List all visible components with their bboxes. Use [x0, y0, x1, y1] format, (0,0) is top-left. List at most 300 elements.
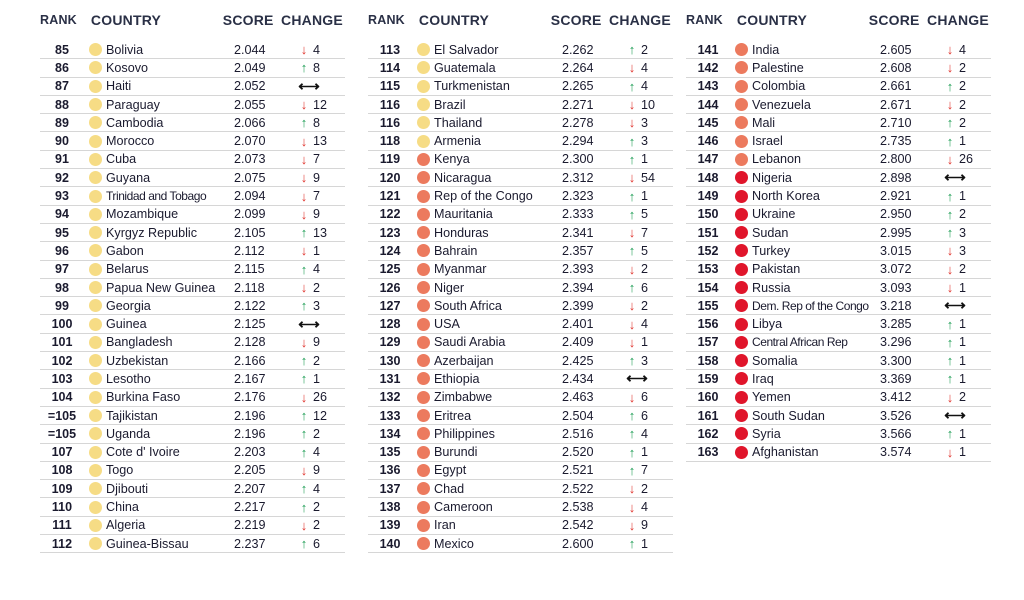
country-cell: Thailand: [434, 115, 483, 130]
country-cell: Guyana: [106, 170, 151, 185]
change-value: 54: [641, 170, 656, 185]
change-value: 2: [313, 518, 321, 533]
country-cell: Turkey: [752, 243, 791, 258]
rank-cell: 110: [51, 500, 73, 515]
peace-level-dot: [735, 372, 748, 385]
rank-cell: 161: [697, 408, 719, 423]
rank-cell: 132: [379, 390, 401, 405]
change-cell: [614, 537, 670, 551]
rank-cell: 152: [697, 243, 719, 258]
level-dot-cell: [412, 43, 434, 56]
country-cell: Sudan: [752, 225, 789, 240]
arrow-up-icon: ↑: [628, 206, 636, 222]
arrow-up-icon: ↑: [946, 133, 954, 149]
change-value: 13: [313, 225, 328, 240]
change-cell: [614, 390, 670, 404]
change-cell: [614, 482, 670, 496]
arrow-down-icon: ↓: [628, 225, 636, 241]
change-cell: [932, 79, 988, 93]
change-cell: [286, 207, 342, 221]
country-cell: Kyrgyz Republic: [106, 225, 197, 240]
change-cell: [286, 482, 342, 496]
change-value: 1: [959, 335, 967, 350]
change-value: 26: [959, 152, 974, 167]
arrow-up-icon: ↑: [628, 408, 636, 424]
change-cell: [614, 299, 670, 313]
peace-level-dot: [417, 354, 430, 367]
change-cell: [286, 244, 342, 258]
change-cell: [286, 537, 342, 551]
level-dot-cell: [412, 501, 434, 514]
change-cell: [614, 518, 670, 532]
arrow-up-icon: ↑: [946, 206, 954, 222]
change-cell: [932, 61, 988, 75]
score-cell: 2.105: [234, 225, 266, 240]
peace-level-dot: [735, 208, 748, 221]
rank-cell: 119: [379, 152, 401, 167]
level-dot-cell: [84, 318, 106, 331]
table-rows: [40, 41, 345, 553]
change-value: 2: [959, 262, 967, 277]
peace-level-dot: [417, 299, 430, 312]
level-dot-cell: [84, 244, 106, 257]
table-row: [40, 41, 345, 59]
table-row: [686, 352, 991, 370]
table-row: [368, 224, 673, 242]
rank-cell: 157: [697, 335, 719, 350]
score-cell: 3.412: [880, 390, 912, 405]
arrow-down-icon: ↓: [300, 133, 308, 149]
change-cell: [614, 281, 670, 295]
change-cell: [614, 79, 670, 93]
rank-header: RANK: [40, 13, 77, 27]
table-row: [686, 169, 991, 187]
peace-level-dot: [89, 135, 102, 148]
score-cell: 2.207: [234, 481, 266, 496]
level-dot-cell: [84, 61, 106, 74]
peace-level-dot: [417, 190, 430, 203]
change-value: 4: [641, 79, 649, 94]
level-dot-cell: [84, 519, 106, 532]
level-dot-cell: [730, 427, 752, 440]
arrow-up-icon: ↑: [628, 444, 636, 460]
arrow-up-icon: ↑: [300, 499, 308, 515]
country-cell: Mexico: [434, 536, 474, 551]
rank-cell: 162: [697, 426, 719, 441]
rank-cell: 94: [55, 207, 69, 222]
peace-level-dot: [417, 80, 430, 93]
peace-level-dot: [89, 80, 102, 93]
level-dot-cell: [730, 244, 752, 257]
rank-cell: 111: [52, 518, 72, 533]
level-dot-cell: [412, 281, 434, 294]
score-cell: 2.735: [880, 134, 912, 149]
table-row: [368, 517, 673, 535]
table-row: [40, 334, 345, 352]
country-cell: Algeria: [106, 518, 146, 533]
peace-level-dot: [89, 116, 102, 129]
peace-level-dot: [735, 427, 748, 440]
table-row: [40, 224, 345, 242]
table-row: [40, 279, 345, 297]
arrow-up-icon: ↑: [946, 353, 954, 369]
rank-cell: 154: [697, 280, 719, 295]
change-value: 9: [313, 207, 321, 222]
score-cell: 2.333: [562, 207, 594, 222]
score-cell: 2.112: [234, 243, 265, 258]
peace-level-dot: [89, 427, 102, 440]
level-dot-cell: [730, 281, 752, 294]
peace-level-dot: [89, 98, 102, 111]
arrow-up-icon: ↑: [300, 261, 308, 277]
score-cell: 2.425: [562, 353, 594, 368]
arrow-up-icon: ↑: [946, 316, 954, 332]
level-dot-cell: [84, 427, 106, 440]
change-value: 5: [641, 243, 649, 258]
change-value: 6: [641, 408, 649, 423]
arrow-up-icon: ↑: [300, 60, 308, 76]
peace-level-dot: [735, 171, 748, 184]
arrow-up-icon: ↑: [628, 151, 636, 167]
level-dot-cell: [412, 208, 434, 221]
rank-cell: 147: [697, 152, 719, 167]
level-dot-cell: [730, 372, 752, 385]
change-value: 2: [959, 207, 967, 222]
level-dot-cell: [84, 372, 106, 385]
level-dot-cell: [84, 135, 106, 148]
country-cell: Guinea-Bissau: [106, 536, 189, 551]
score-cell: 2.118: [234, 280, 265, 295]
change-value: 8: [313, 115, 321, 130]
peace-level-dot: [417, 244, 430, 257]
peace-level-dot: [735, 43, 748, 56]
change-cell: [286, 116, 342, 130]
score-cell: 2.516: [562, 426, 594, 441]
level-dot-cell: [412, 299, 434, 312]
arrow-down-icon: ↓: [946, 280, 954, 295]
peace-level-dot: [89, 464, 102, 477]
peace-level-dot: [735, 336, 748, 349]
arrow-down-icon: ↓: [628, 298, 636, 314]
country-cell: South Sudan: [752, 408, 825, 423]
change-cell: [932, 427, 988, 441]
peace-level-dot: [735, 98, 748, 111]
no-change-icon: ⟷: [298, 77, 320, 95]
country-cell: USA: [434, 317, 460, 332]
country-cell: Burundi: [434, 445, 478, 460]
level-dot-cell: [412, 153, 434, 166]
peace-level-dot: [417, 318, 430, 331]
peace-level-dot: [417, 208, 430, 221]
score-cell: 3.218: [880, 298, 912, 313]
table-row: [368, 41, 673, 59]
level-dot-cell: [412, 61, 434, 74]
rank-cell: =105: [47, 408, 77, 423]
table-row: [686, 279, 991, 297]
country-cell: Rep of the Congo: [434, 189, 533, 204]
peace-level-dot: [89, 354, 102, 367]
change-cell: [286, 171, 342, 185]
change-cell: [932, 281, 988, 295]
change-value: 3: [641, 115, 649, 130]
arrow-up-icon: ↑: [628, 353, 636, 369]
peace-level-dot: [89, 391, 102, 404]
score-cell: 2.294: [562, 134, 594, 149]
change-cell: [932, 372, 988, 386]
country-cell: Chad: [434, 481, 465, 496]
country-cell: Mauritania: [434, 207, 493, 222]
change-cell: [614, 500, 670, 514]
score-cell: 3.300: [880, 353, 912, 368]
score-cell: 2.128: [234, 335, 266, 350]
score-cell: 2.073: [234, 152, 266, 167]
peace-level-dot: [735, 318, 748, 331]
level-dot-cell: [412, 537, 434, 550]
change-value: 6: [313, 536, 321, 551]
rank-cell: 163: [697, 445, 719, 460]
level-dot-cell: [84, 537, 106, 550]
table-row: [40, 242, 345, 260]
rank-cell: 146: [697, 134, 719, 149]
rank-header: RANK: [368, 13, 405, 27]
level-dot-cell: [412, 116, 434, 129]
change-cell: [932, 317, 988, 331]
arrow-up-icon: ↑: [628, 462, 636, 478]
country-cell: India: [752, 42, 780, 57]
table-row: [368, 114, 673, 132]
score-cell: 2.265: [562, 79, 594, 94]
peace-level-dot: [417, 482, 430, 495]
level-dot-cell: [84, 336, 106, 349]
arrow-up-icon: ↑: [300, 115, 308, 131]
peace-level-dot: [417, 116, 430, 129]
score-cell: 2.094: [234, 189, 266, 204]
change-value: 1: [959, 353, 967, 368]
change-cell: [614, 262, 670, 276]
score-cell: 2.115: [234, 262, 265, 277]
table-row: [40, 132, 345, 150]
table-row: [368, 498, 673, 516]
country-cell: Cameroon: [434, 500, 493, 515]
table-row: [686, 242, 991, 260]
rank-cell: 98: [55, 280, 69, 295]
score-cell: 2.671: [880, 97, 912, 112]
change-cell: [614, 98, 670, 112]
arrow-down-icon: ↓: [300, 151, 308, 167]
level-dot-cell: [412, 80, 434, 93]
level-dot-cell: [730, 446, 752, 459]
arrow-up-icon: ↑: [300, 481, 308, 497]
country-header: COUNTRY: [90, 12, 162, 28]
change-cell: [286, 390, 342, 404]
score-cell: 2.522: [562, 481, 594, 496]
country-cell: Iraq: [752, 371, 774, 386]
table-row: [40, 352, 345, 370]
peace-level-dot: [89, 299, 102, 312]
country-cell: Trinidad and Tobago: [106, 189, 207, 204]
change-cell: [286, 299, 342, 313]
country-cell: El Salvador: [434, 42, 499, 57]
arrow-up-icon: ↑: [628, 536, 636, 552]
peace-level-dot: [89, 226, 102, 239]
peace-level-dot: [735, 446, 748, 459]
peace-level-dot: [417, 61, 430, 74]
rank-cell: 115: [379, 79, 401, 94]
rank-cell: 116: [379, 97, 401, 112]
table-row: [686, 78, 991, 96]
table-row: [40, 315, 345, 333]
change-value: 7: [641, 463, 649, 478]
level-dot-cell: [730, 226, 752, 239]
score-cell: 2.542: [562, 518, 594, 533]
rank-cell: 126: [379, 280, 401, 295]
arrow-up-icon: ↑: [300, 444, 308, 460]
change-value: 7: [313, 152, 321, 167]
change-cell: [932, 134, 988, 148]
table-row: [368, 279, 673, 297]
country-cell: Bahrain: [434, 243, 478, 258]
level-dot-cell: [412, 446, 434, 459]
table-row: [40, 78, 345, 96]
table-row: [40, 517, 345, 535]
score-cell: 2.898: [880, 170, 912, 185]
country-cell: Zimbabwe: [434, 390, 493, 405]
arrow-down-icon: ↓: [628, 97, 636, 113]
peace-level-dot: [89, 244, 102, 257]
level-dot-cell: [84, 409, 106, 422]
level-dot-cell: [412, 464, 434, 477]
country-cell: Mali: [752, 115, 776, 130]
level-dot-cell: [84, 446, 106, 459]
level-dot-cell: [730, 190, 752, 203]
change-header: CHANGE: [281, 12, 343, 28]
rank-cell: 103: [51, 371, 73, 386]
no-change-icon: ⟷: [944, 169, 966, 187]
peace-level-dot: [417, 464, 430, 477]
level-dot-cell: [730, 391, 752, 404]
arrow-up-icon: ↑: [300, 353, 308, 369]
country-cell: Egypt: [434, 463, 467, 478]
country-cell: South Africa: [434, 298, 502, 313]
table-row: [686, 444, 991, 462]
change-cell: [286, 61, 342, 75]
no-change-icon: ⟷: [944, 407, 966, 425]
country-cell: Niger: [434, 280, 465, 295]
score-cell: 2.463: [562, 390, 594, 405]
rank-cell: 151: [697, 225, 719, 240]
peace-level-dot: [735, 354, 748, 367]
level-dot-cell: [84, 281, 106, 294]
rank-cell: 129: [379, 335, 401, 350]
country-cell: Azerbaijan: [434, 353, 494, 368]
peace-level-dot: [735, 263, 748, 276]
table-row: [40, 187, 345, 205]
table-row: [368, 370, 673, 388]
table-row: [40, 206, 345, 224]
peace-level-dot: [417, 501, 430, 514]
level-dot-cell: [730, 299, 752, 312]
rank-cell: 96: [55, 243, 69, 258]
peace-level-dot: [89, 482, 102, 495]
change-cell: [614, 371, 670, 386]
score-cell: 2.323: [562, 189, 594, 204]
arrow-down-icon: ↓: [628, 261, 636, 277]
table-row: [686, 425, 991, 443]
table-row: [368, 389, 673, 407]
change-value: 1: [313, 371, 321, 386]
rank-cell: 156: [697, 317, 719, 332]
country-cell: Cuba: [106, 152, 137, 167]
rank-cell: 87: [55, 79, 69, 94]
arrow-down-icon: ↓: [300, 170, 308, 186]
change-value: 3: [313, 298, 321, 313]
score-cell: 2.520: [562, 445, 594, 460]
arrow-up-icon: ↑: [946, 426, 954, 442]
score-cell: 2.264: [562, 60, 594, 75]
arrow-down-icon: ↓: [628, 334, 636, 350]
arrow-down-icon: ↓: [300, 334, 308, 350]
country-cell: Tajikistan: [106, 408, 158, 423]
score-cell: 3.093: [880, 280, 912, 295]
country-cell: Iran: [434, 518, 456, 533]
country-cell: China: [106, 500, 139, 515]
score-cell: 2.052: [234, 79, 266, 94]
rank-cell: 142: [697, 60, 719, 75]
country-cell: Djibouti: [106, 481, 148, 496]
rank-cell: 153: [697, 262, 719, 277]
country-cell: Nigeria: [752, 170, 792, 185]
change-cell: [286, 152, 342, 166]
change-cell: [614, 409, 670, 423]
peace-level-dot: [89, 281, 102, 294]
change-cell: [932, 298, 988, 313]
score-cell: 2.357: [562, 243, 594, 258]
rank-cell: 112: [51, 536, 73, 551]
arrow-down-icon: ↓: [300, 280, 308, 295]
change-cell: [932, 43, 988, 57]
peace-level-dot: [417, 43, 430, 56]
peace-level-dot: [735, 116, 748, 129]
rank-cell: 121: [379, 189, 401, 204]
rank-cell: 91: [55, 152, 69, 167]
country-cell: Dem. Rep of the Congo: [752, 298, 869, 313]
arrow-up-icon: ↑: [628, 243, 636, 259]
table-row: [40, 151, 345, 169]
table-row: [686, 297, 991, 315]
ranking-column-2: [368, 10, 673, 553]
level-dot-cell: [730, 318, 752, 331]
rank-cell: 109: [51, 481, 73, 496]
arrow-down-icon: ↓: [628, 170, 636, 186]
rank-cell: 113: [379, 42, 401, 57]
level-dot-cell: [84, 171, 106, 184]
score-cell: 2.399: [562, 298, 594, 313]
country-cell: Uganda: [106, 426, 151, 441]
level-dot-cell: [730, 153, 752, 166]
table-row: [40, 498, 345, 516]
country-cell: Palestine: [752, 60, 804, 75]
arrow-up-icon: ↑: [628, 42, 636, 58]
score-cell: 3.369: [880, 371, 912, 386]
rank-cell: 97: [55, 262, 69, 277]
peace-level-dot: [735, 409, 748, 422]
ranking-column-3: [686, 10, 991, 462]
change-cell: [932, 335, 988, 349]
rank-cell: 136: [379, 463, 401, 478]
arrow-up-icon: ↑: [628, 78, 636, 94]
score-cell: 2.271: [562, 97, 594, 112]
country-cell: Turkmenistan: [434, 79, 510, 94]
